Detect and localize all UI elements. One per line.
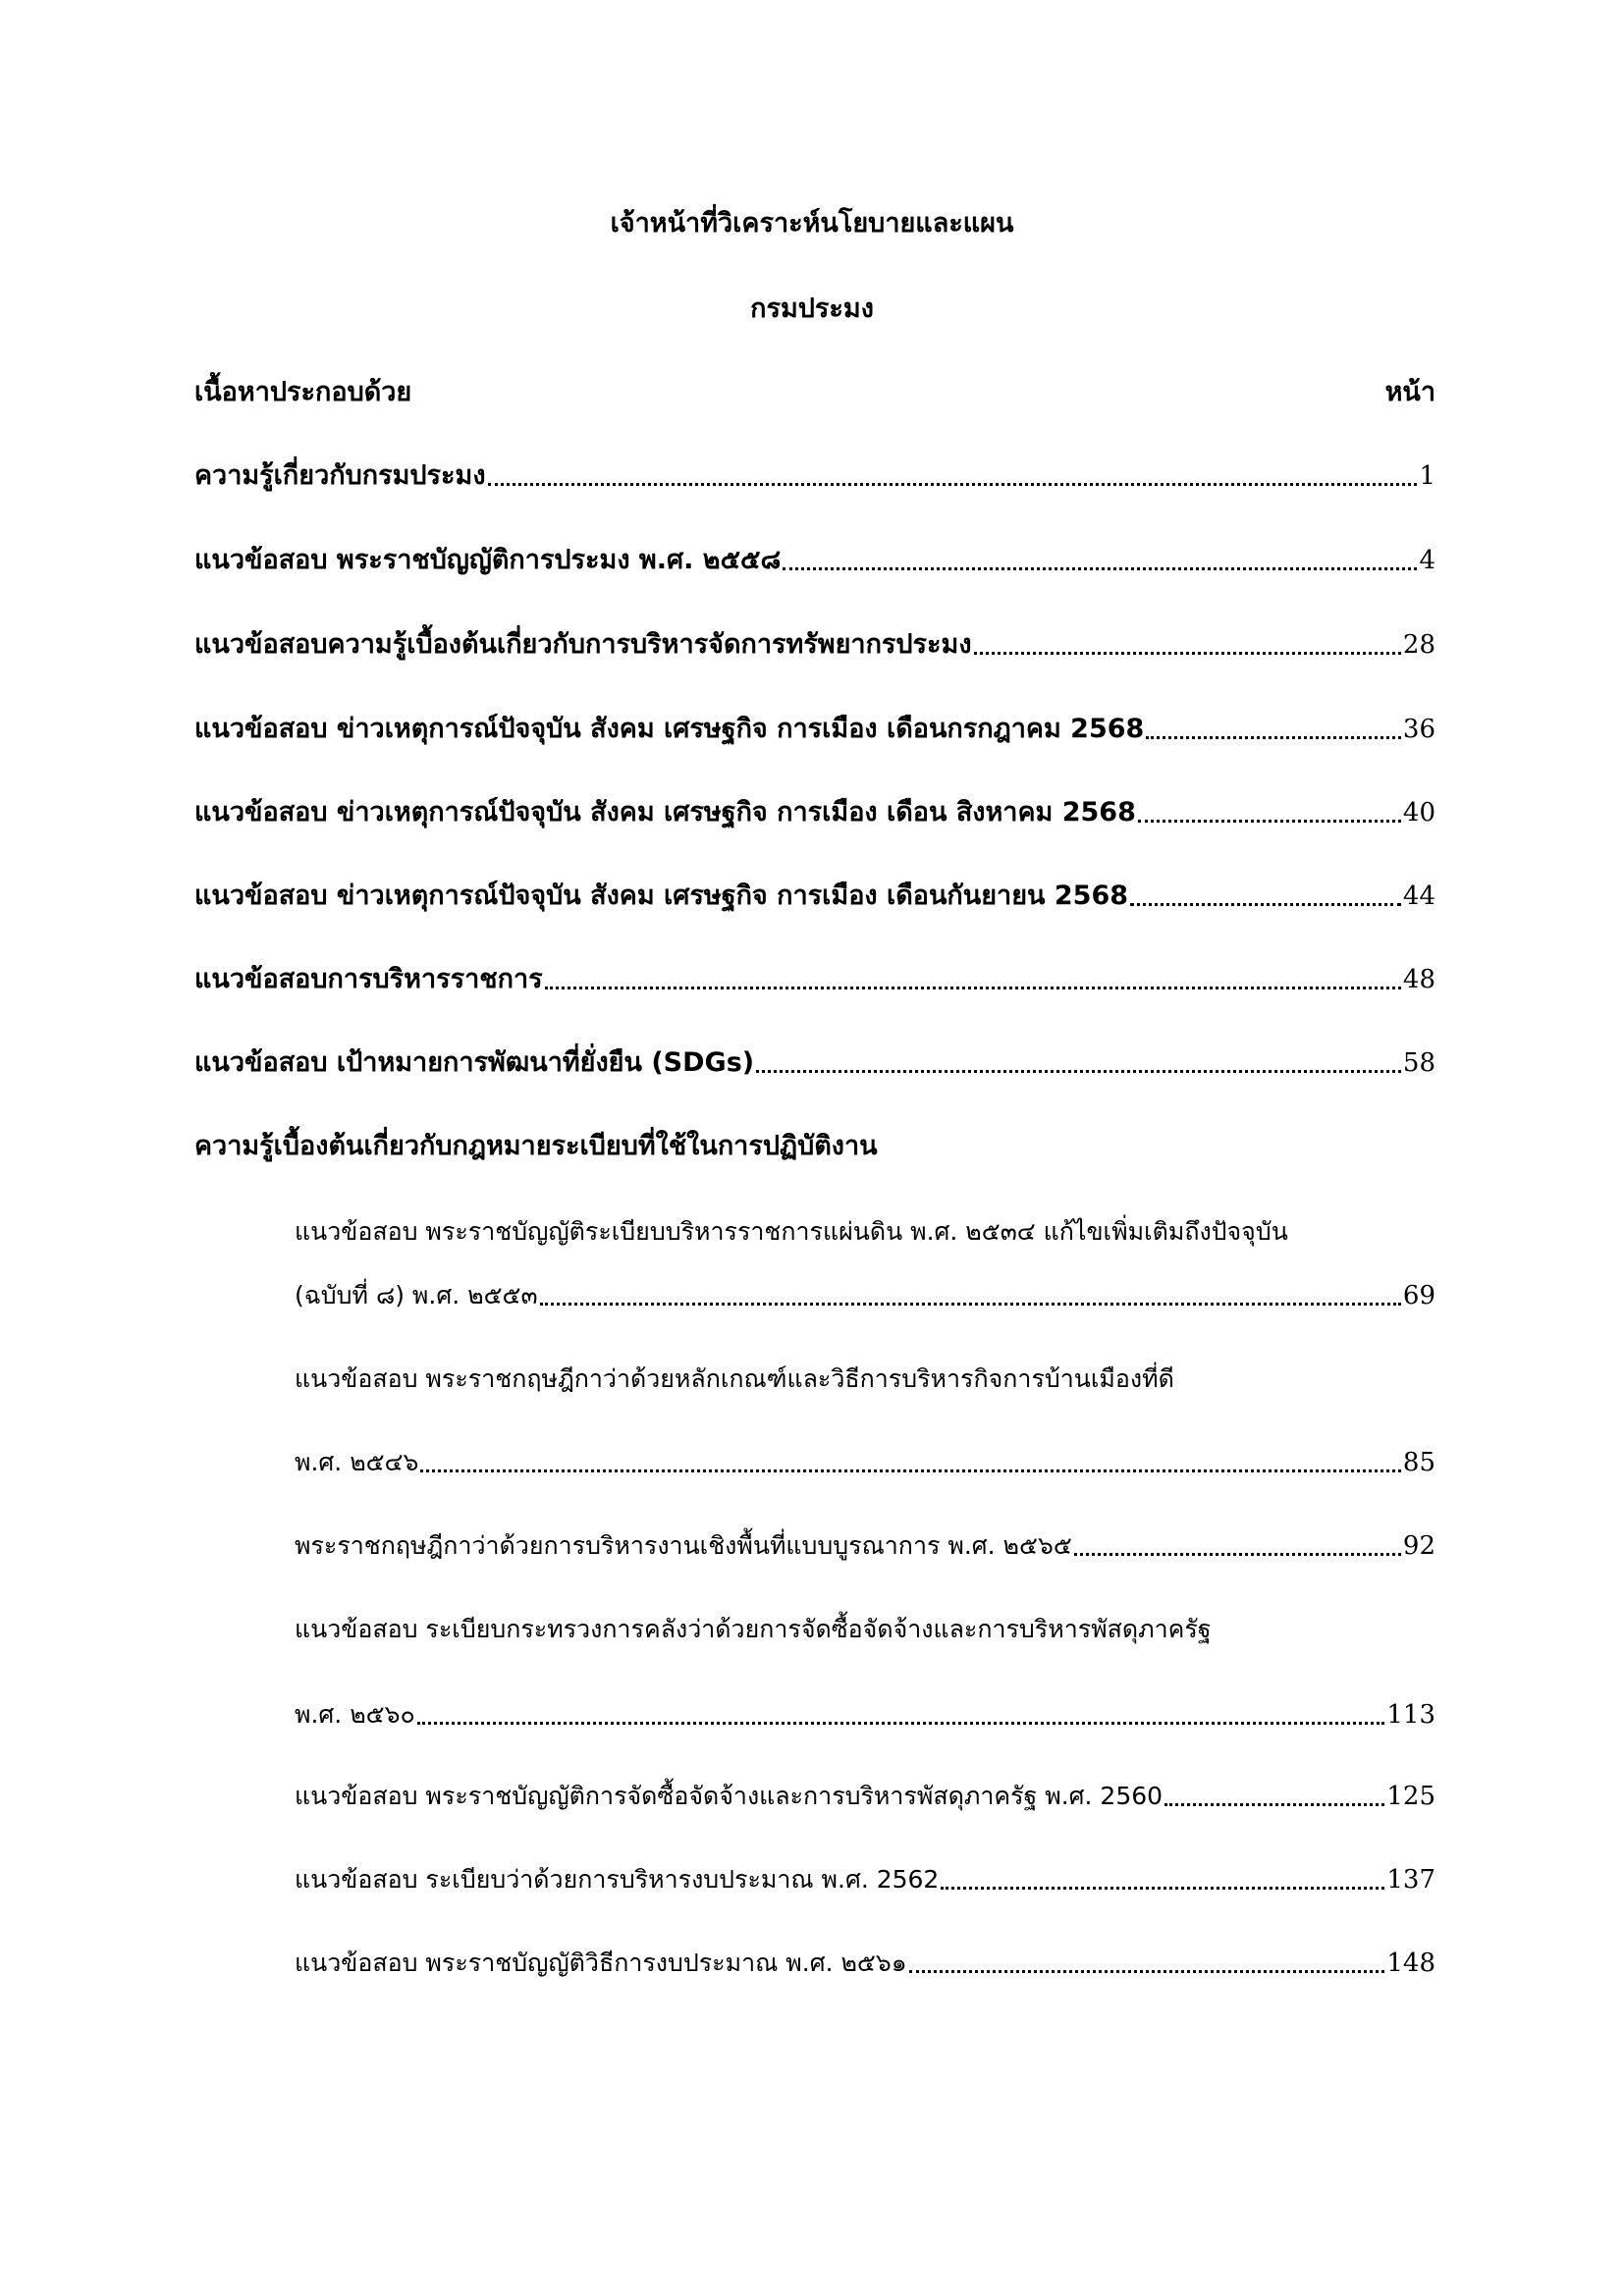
toc-subentry-line1: แนวข้อสอบ ระเบียบกระทรวงการคลังว่าด้วยการจัดซื้อจัดจ้างและการบริหารพัสดุภาครัฐ [295,1615,1212,1643]
dot-leader [417,1722,1385,1725]
toc-entry-label: แนวข้อสอบ พระราชบัญญัติการจัดซื้อจัดจ้างและการบริหารพัสดุภาครัฐ พ.ศ. 2560 [295,1782,1164,1810]
toc-subentry[interactable] [295,1944,1435,1983]
toc-subentry-line1: แนวข้อสอบ พระราชกฤษฎีกาว่าด้วยหลักเกณฑ์และวิธีการบริหารกิจการบ้านเมืองที่ดี [295,1364,1174,1393]
dot-leader [540,1303,1401,1306]
toc-entry-page: 92 [1402,1531,1435,1561]
toc-entry-page: 1 [1419,461,1435,491]
toc-entry-label: ความรู้เกี่ยวกับกรมประมง [194,460,486,491]
toc-header [194,373,1435,412]
toc-entry-label: แนวข้อสอบ ข่าวเหตุการณ์ปัจจุบัน สังคม เศรษฐกิจ การเมือง เดือนกรกฎาคม 2568 [194,714,1145,744]
toc-subentry-line1: แนวข้อสอบ พระราชบัญญัติระเบียบบริหารราชการแผ่นดิน พ.ศ. ๒๕๓๔ แก้ไขเพิ่มเติมถึงปัจจุบัน [295,1217,1288,1246]
toc-entry-page: 44 [1402,881,1435,911]
toc-entry-label: แนวข้อสอบ ข่าวเหตุการณ์ปัจจุบัน สังคม เศรษฐกิจ การเมือง เดือน สิงหาคม 2568 [194,797,1136,828]
dot-leader [974,652,1401,655]
toc-entry[interactable] [194,960,1435,999]
dot-leader [420,1469,1401,1472]
toc-entry[interactable] [194,793,1435,832]
toc-entry-page: 58 [1402,1048,1435,1078]
toc-entry-page: 4 [1419,546,1435,575]
dot-leader [1138,820,1401,823]
toc-entry-label: พ.ศ. ๒๕๖๐ [295,1700,415,1729]
toc-entry-page: 85 [1402,1448,1435,1477]
toc-entry-label: พ.ศ. ๒๕๔๖ [295,1448,419,1476]
toc-entry-label: แนวข้อสอบความรู้เบื้องต้นเกี่ยวกับการบริหารจัดการทรัพยากรประมง [194,629,972,660]
toc-entry-page: 69 [1402,1281,1435,1310]
section-heading: ความรู้เบื้องต้นเกี่ยวกับกฎหมายระเบียบที่ใช้ในการปฏิบัติงาน [194,1131,878,1161]
toc-entry[interactable] [194,877,1435,916]
toc-entry-label: แนวข้อสอบ พระราชบัญญัติวิธีการงบประมาณ พ.ศ. ๒๕๖๑ [295,1949,907,1977]
dot-leader [1074,1553,1401,1556]
dot-leader [909,1970,1385,1973]
page-column-heading: หน้า [1384,377,1435,407]
dot-leader [1146,736,1401,739]
toc-entry-page: 40 [1402,798,1435,828]
dot-leader [545,987,1401,989]
document-title: เจ้าหน้าที่วิเคราะห์นโยบายและแผน [610,208,1014,239]
toc-entry-page: 28 [1402,630,1435,660]
toc-entry-page: 125 [1386,1782,1435,1811]
toc-entry[interactable] [194,710,1435,749]
toc-entry[interactable] [194,1043,1435,1083]
contents-heading: เนื้อหาประกอบด้วย [194,377,412,407]
toc-entry[interactable] [194,541,1435,580]
toc-entry-label: แนวข้อสอบ พระราชบัญญัติการประมง พ.ศ. ๒๕๕๘ [194,545,782,575]
document-subtitle: กรมประมง [750,294,874,324]
toc-entry-label: แนวข้อสอบ ระเบียบว่าด้วยการบริหารงบประมาณ พ.ศ. 2562 [295,1865,940,1894]
dot-leader [941,1887,1384,1890]
dot-leader [1130,903,1401,906]
toc-entry[interactable] [194,625,1435,665]
dot-leader [1164,1803,1384,1806]
toc-entry-page: 137 [1386,1865,1435,1895]
toc-entry-page: 48 [1402,965,1435,994]
toc-entry-label: พระราชกฤษฎีกาว่าด้วยการบริหารงานเชิงพื้นที่แบบบูรณาการ พ.ศ. ๒๕๖๕ [295,1531,1072,1560]
toc-entry-label: แนวข้อสอบ ข่าวเหตุการณ์ปัจจุบัน สังคม เศรษฐกิจ การเมือง เดือนกันยายน 2568 [194,881,1129,911]
toc-entry-page: 36 [1402,715,1435,744]
toc-subentry[interactable] [295,1860,1435,1899]
dot-leader [783,567,1417,570]
toc-subentry[interactable] [295,1276,1435,1315]
toc-entry-page: 113 [1386,1700,1435,1730]
toc-entry-label: แนวข้อสอบ เป้าหมายการพัฒนาที่ยั่งยืน (SDGs) [194,1047,755,1078]
toc-subentry[interactable] [295,1526,1435,1566]
toc-entry-label: (ฉบับที่ ๘) พ.ศ. ๒๕๕๓ [295,1281,538,1309]
toc-entry-page: 148 [1386,1949,1435,1978]
dot-leader [756,1070,1401,1073]
toc-entry[interactable] [194,456,1435,496]
dot-leader [488,483,1418,486]
toc-subentry[interactable] [295,1777,1435,1816]
toc-subentry[interactable] [295,1695,1435,1735]
toc-entry-label: แนวข้อสอบการบริหารราชการ [194,964,543,994]
toc-subentry[interactable] [295,1443,1435,1482]
